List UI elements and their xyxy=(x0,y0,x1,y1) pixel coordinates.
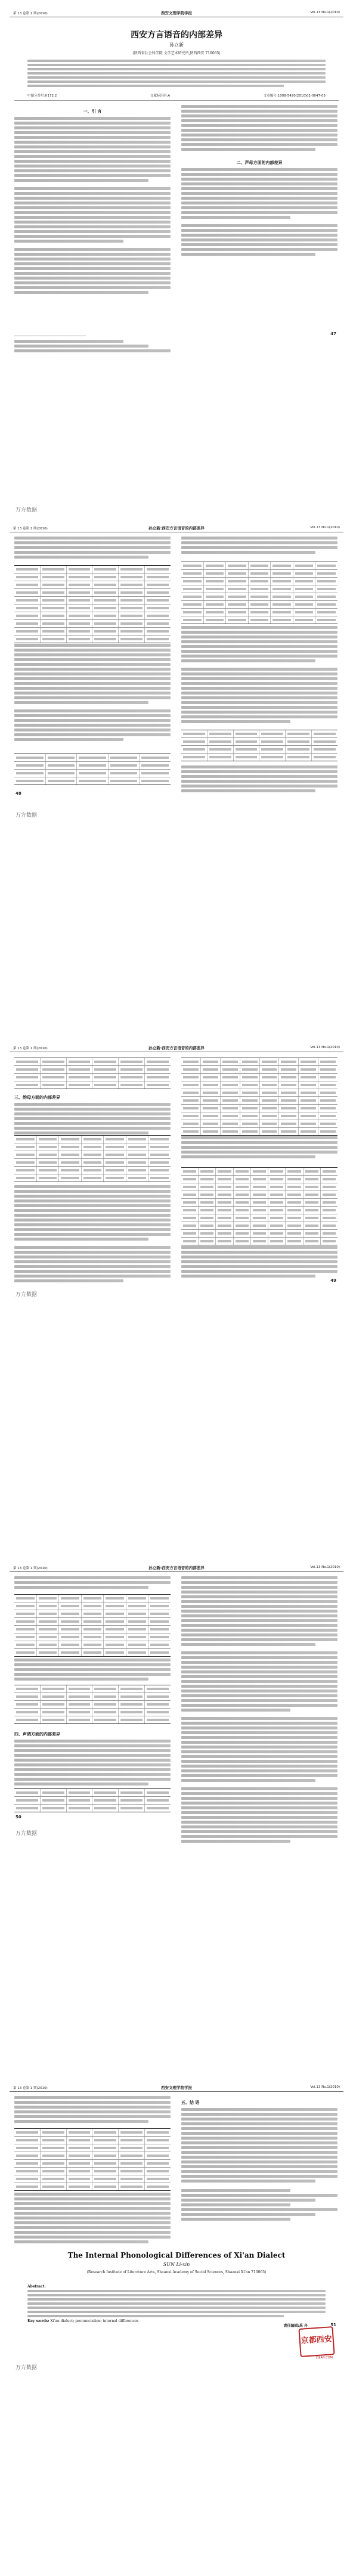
page4-left-text-3 xyxy=(14,1728,171,1787)
data-table xyxy=(14,1788,171,1812)
issue-right: Vol.13 No.1(2010) xyxy=(310,526,340,529)
issue-left: 第 13 卷第 1 期(2010) xyxy=(13,1567,48,1570)
data-table xyxy=(181,1167,337,1245)
running-title: 孙立新:西安方言语音的内部差异 xyxy=(148,1566,205,1570)
article-title: 西安方言语音的内部差异 xyxy=(131,30,222,40)
section-5: 五、结 语 xyxy=(181,2100,200,2105)
abstract xyxy=(27,60,326,89)
english-affiliation: (Research Institute of Literature Arts, Shaanxi Academy of Social Sciences, Shaanxi Xi'an 710065) xyxy=(86,2270,267,2274)
issue-right: Vol.13 No.1(2010) xyxy=(310,11,340,14)
page-3 xyxy=(10,1040,343,1549)
page-number: 51 xyxy=(330,2323,336,2327)
page4-left-text-2 xyxy=(14,1659,171,1682)
page-number: 49 xyxy=(330,1278,336,1283)
section-3: 三、韵母方面的内部差异 xyxy=(14,1095,60,1100)
source-logo: 万方数据 xyxy=(16,813,38,819)
page2-right-column xyxy=(181,537,337,556)
clc-number: 中图分类号:H172.2 xyxy=(27,94,57,98)
page5-left-text xyxy=(14,2096,171,2125)
issue-right: Vol.13 No.1(2010) xyxy=(310,2085,340,2089)
running-header xyxy=(10,523,343,532)
watermark-url: ZIJIAN.COM xyxy=(315,2356,333,2360)
issue-left: 第 13 卷第 1 期(2010) xyxy=(13,527,48,531)
running-title: 孙立新:西安方言语音的内部差异 xyxy=(148,1046,205,1050)
data-table xyxy=(14,1594,171,1657)
page3-left-text-2 xyxy=(14,1185,171,1284)
page-2 xyxy=(10,520,343,1030)
english-abstract xyxy=(27,2279,326,2323)
section-4: 四、声调方面的内部差异 xyxy=(14,1732,60,1737)
keywords-label: Key words: xyxy=(27,2319,49,2323)
keywords-text: Xi'an dialect; pronunciation; internal differences xyxy=(50,2319,139,2323)
page1-right-column xyxy=(181,105,337,258)
document-code: 文献标识码:A xyxy=(150,94,171,98)
page4-right-text xyxy=(181,1576,337,1845)
article-affiliation: (陕西省社会科学院 文学艺术研究所,陕西西安 710065) xyxy=(132,51,221,55)
page-number: 50 xyxy=(16,1815,21,1819)
page4-left-text xyxy=(14,1576,171,1591)
data-table xyxy=(14,1135,171,1182)
section-2: 二、声母方面的内部差异 xyxy=(236,160,283,165)
page2-right-text-2 xyxy=(181,765,337,794)
running-title: 孙立新:西安方言语音的内部差异 xyxy=(148,526,205,531)
page3-left-text xyxy=(14,1091,171,1136)
watermark-stamp: 京都西安 xyxy=(298,2326,335,2357)
running-header xyxy=(10,1563,343,1572)
page-number: 48 xyxy=(16,791,21,796)
editor-credit: 责任编辑:禹 舟 xyxy=(283,2324,308,2328)
source-logo: 万方数据 xyxy=(16,507,38,513)
journal-title: 西安文理学院学报 xyxy=(161,11,192,16)
journal-title: 西安文理学院学报 xyxy=(161,2085,192,2090)
page3-right-text xyxy=(181,1136,337,1160)
page1-footnote xyxy=(14,340,171,354)
data-table xyxy=(181,562,337,624)
data-table xyxy=(14,2128,171,2191)
keywords-line xyxy=(27,2319,326,2323)
source-logo: 万方数据 xyxy=(16,2365,38,2371)
data-table xyxy=(14,1685,171,1724)
issue-left: 第 13 卷第 1 期(2010) xyxy=(13,1047,48,1050)
page1-left-column xyxy=(14,105,171,296)
issue-right: Vol.13 No.1(2010) xyxy=(310,1566,340,1569)
abstract-label: Abstract: xyxy=(27,2284,46,2289)
page5-right-text xyxy=(181,2096,337,2222)
page-4 xyxy=(10,1560,343,2069)
article-number: 文章编号:1008-5420(2010)01-0047-05 xyxy=(263,94,326,98)
classification-line xyxy=(27,93,326,98)
english-author: SUN Li-xin xyxy=(163,2262,190,2267)
issue-right: Vol.13 No.1(2010) xyxy=(310,1046,340,1049)
issue-left: 第 13 卷第 1 期(2010) xyxy=(13,12,48,16)
page-number: 47 xyxy=(330,331,336,336)
data-table xyxy=(14,1058,171,1089)
page2-left-column xyxy=(14,537,171,560)
running-header xyxy=(10,2083,343,2092)
article-author: 孙立新 xyxy=(169,42,184,48)
page3-right-text-2 xyxy=(181,1246,337,1279)
running-header xyxy=(10,8,343,17)
page2-right-text xyxy=(181,626,337,725)
section-intro: 一、引 言 xyxy=(83,109,102,114)
source-logo: 万方数据 xyxy=(16,1831,38,1837)
running-header xyxy=(10,1043,343,1052)
issue-left: 第 13 卷第 1 期(2010) xyxy=(13,2087,48,2090)
page5-left-text-2 xyxy=(14,2193,171,2245)
data-table xyxy=(181,730,337,761)
data-table xyxy=(14,565,171,643)
page-5 xyxy=(10,2079,343,2571)
data-table xyxy=(14,754,171,785)
page-1 xyxy=(10,5,343,514)
page2-left-text xyxy=(14,644,171,743)
data-table xyxy=(181,1058,337,1136)
english-title: The Internal Phonological Differences of Xi'an Dialect xyxy=(67,2251,286,2259)
source-logo: 万方数据 xyxy=(16,1292,38,1298)
